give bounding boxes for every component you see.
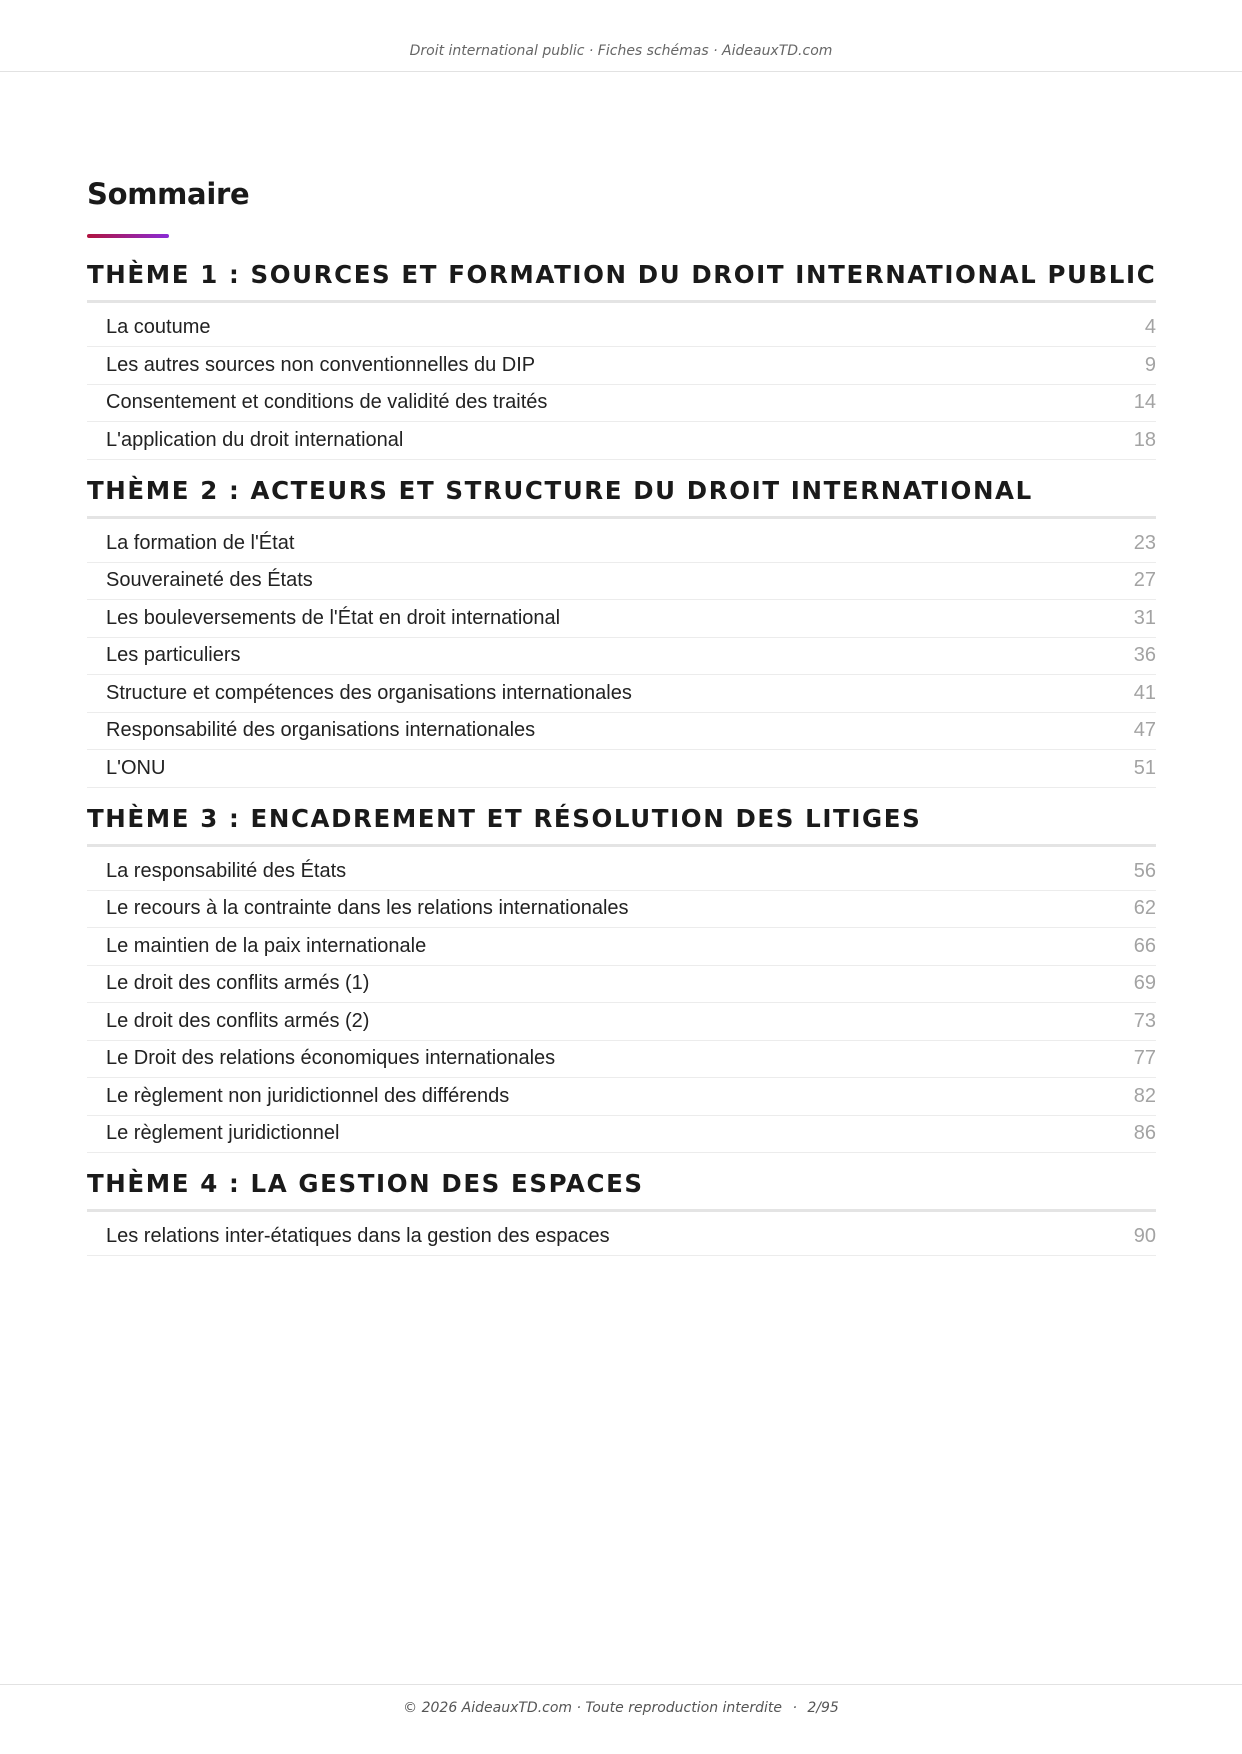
toc-entry[interactable] bbox=[87, 966, 1156, 1004]
toc-entry-label: Le recours à la contrainte dans les relations internationales bbox=[106, 897, 629, 920]
footer-separator: · bbox=[792, 1700, 797, 1716]
toc-entry-label: Consentement et conditions de validité des traités bbox=[106, 391, 548, 414]
toc-section-theme-1 bbox=[87, 260, 1156, 460]
toc-entry[interactable] bbox=[87, 713, 1156, 751]
toc-entry-page: 27 bbox=[1133, 569, 1156, 592]
toc-entry[interactable] bbox=[87, 347, 1156, 385]
running-title: Droit international public · Fiches schémas · AideauxTD.com bbox=[409, 43, 833, 59]
toc-entry-page: 69 bbox=[1133, 972, 1156, 995]
toc-list bbox=[87, 303, 1156, 460]
toc-entry-label: Le droit des conflits armés (2) bbox=[106, 1009, 370, 1032]
toc-entry[interactable] bbox=[87, 563, 1156, 601]
toc-section-theme-3 bbox=[87, 804, 1156, 1154]
toc-entry[interactable] bbox=[87, 675, 1156, 713]
toc-entry-page: 31 bbox=[1133, 606, 1156, 629]
theme-heading: THÈME 4 : LA GESTION DES ESPACES bbox=[87, 1169, 1156, 1212]
theme-heading: THÈME 2 : ACTEURS ET STRUCTURE DU DROIT INTERNATIONAL bbox=[87, 476, 1156, 519]
toc-entry-label: Le Droit des relations économiques internationales bbox=[106, 1047, 556, 1070]
toc-list bbox=[87, 847, 1156, 1154]
toc-entry-page: 90 bbox=[1133, 1225, 1156, 1247]
toc-entry-label: La formation de l'État bbox=[106, 531, 295, 554]
toc-title: Sommaire bbox=[87, 177, 250, 211]
toc-entry-page: 62 bbox=[1133, 897, 1156, 920]
toc-entry-page: 77 bbox=[1133, 1047, 1156, 1070]
toc-entry-page: 66 bbox=[1133, 934, 1156, 957]
toc-entry-page: 47 bbox=[1133, 719, 1156, 742]
toc-entry[interactable] bbox=[87, 847, 1156, 891]
toc-entry[interactable] bbox=[87, 600, 1156, 638]
toc-section-theme-4 bbox=[87, 1169, 1156, 1256]
toc-entry[interactable] bbox=[87, 519, 1156, 563]
footer-copyright: © 2026 AideauxTD.com · Toute reproduction interdite bbox=[403, 1700, 783, 1716]
toc-entry-label: Souveraineté des États bbox=[106, 569, 313, 592]
table-of-contents bbox=[87, 172, 1156, 1256]
theme-heading: THÈME 3 : ENCADREMENT ET RÉSOLUTION DES LITIGES bbox=[87, 804, 1156, 847]
toc-entry-page: 56 bbox=[1133, 859, 1156, 882]
toc-entry-label: Les bouleversements de l'État en droit international bbox=[106, 606, 561, 629]
toc-entry-label: La coutume bbox=[106, 316, 211, 338]
toc-entry-label: Les relations inter-étatiques dans la gestion des espaces bbox=[106, 1225, 610, 1247]
toc-list bbox=[87, 519, 1156, 788]
toc-entry-label: Le règlement juridictionnel bbox=[106, 1122, 340, 1145]
toc-entry-page: 51 bbox=[1133, 756, 1156, 779]
page-footer bbox=[0, 1684, 1242, 1754]
page-header bbox=[0, 0, 1242, 72]
toc-entry[interactable] bbox=[87, 385, 1156, 423]
toc-entry[interactable] bbox=[87, 638, 1156, 676]
toc-list bbox=[87, 1212, 1156, 1256]
toc-entry[interactable] bbox=[87, 1078, 1156, 1116]
toc-entry-page: 23 bbox=[1133, 531, 1156, 554]
footer-text bbox=[0, 1699, 1242, 1717]
toc-entry[interactable] bbox=[87, 928, 1156, 966]
toc-entry[interactable] bbox=[87, 750, 1156, 788]
toc-entry-page: 73 bbox=[1133, 1009, 1156, 1032]
toc-entry-label: Le règlement non juridictionnel des différends bbox=[106, 1084, 510, 1107]
toc-entry-label: Structure et compétences des organisations internationales bbox=[106, 681, 632, 704]
toc-entry[interactable] bbox=[87, 891, 1156, 929]
toc-entry-page: 86 bbox=[1133, 1122, 1156, 1145]
toc-entry-page: 36 bbox=[1133, 644, 1156, 667]
toc-entry-label: La responsabilité des États bbox=[106, 859, 347, 882]
toc-entry-label: Les autres sources non conventionnelles du DIP bbox=[106, 353, 536, 376]
toc-entry-page: 4 bbox=[1144, 316, 1156, 338]
toc-entry-page: 82 bbox=[1133, 1084, 1156, 1107]
toc-entry-label: Le droit des conflits armés (1) bbox=[106, 972, 370, 995]
toc-entry[interactable] bbox=[87, 422, 1156, 460]
toc-entry[interactable] bbox=[87, 303, 1156, 347]
toc-entry[interactable] bbox=[87, 1212, 1156, 1256]
theme-heading: THÈME 1 : SOURCES ET FORMATION DU DROIT INTERNATIONAL PUBLIC bbox=[87, 260, 1156, 303]
toc-entry[interactable] bbox=[87, 1041, 1156, 1079]
toc-entry-page: 41 bbox=[1133, 681, 1156, 704]
title-accent-bar bbox=[87, 234, 169, 238]
toc-section-theme-2 bbox=[87, 476, 1156, 788]
toc-entry[interactable] bbox=[87, 1116, 1156, 1154]
page-indicator: 2/95 bbox=[807, 1700, 839, 1716]
toc-entry-label: L'ONU bbox=[106, 756, 166, 779]
toc-entry-label: Le maintien de la paix internationale bbox=[106, 934, 427, 957]
toc-entry-label: Les particuliers bbox=[106, 644, 241, 667]
toc-entry[interactable] bbox=[87, 1003, 1156, 1041]
toc-entry-page: 14 bbox=[1133, 391, 1156, 414]
toc-entry-page: 18 bbox=[1133, 428, 1156, 451]
toc-entry-label: L'application du droit international bbox=[106, 428, 404, 451]
toc-entry-label: Responsabilité des organisations internationales bbox=[106, 719, 536, 742]
toc-entry-page: 9 bbox=[1144, 353, 1156, 376]
